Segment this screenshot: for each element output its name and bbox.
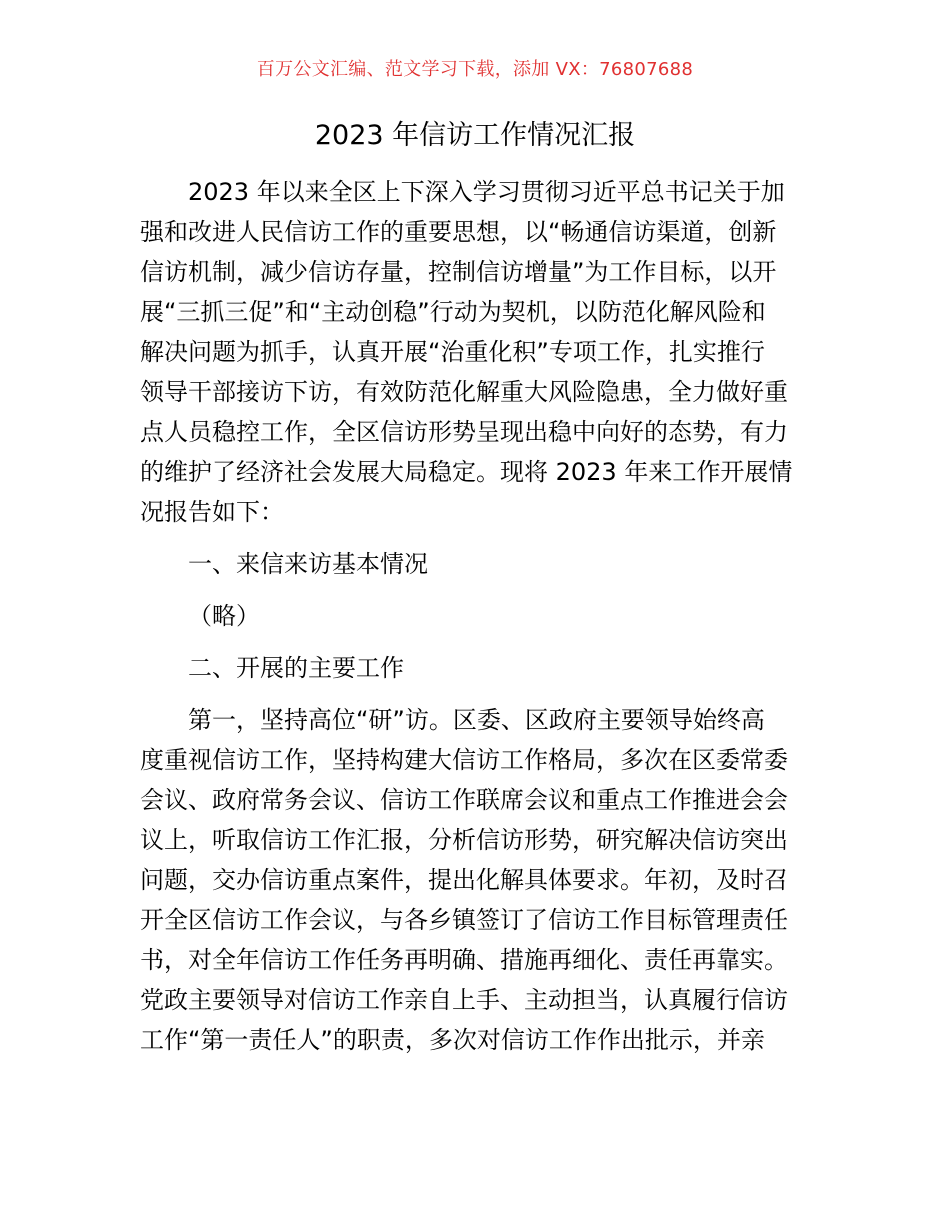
text-line: 解决问题为抓手，认真开展“治重化积”专项工作，扎实推行	[140, 338, 765, 366]
section-2-heading: 二、开展的主要工作	[188, 654, 404, 682]
text-line: 的维护了经济社会发展大局稳定。现将 2023 年来工作开展情	[140, 458, 793, 486]
header-watermark: 百万公文汇编、范文学习下载，添加 VX：76807688	[256, 59, 694, 80]
section-1-note: （略）	[188, 602, 260, 630]
section-2-paragraph	[140, 700, 812, 1060]
document-title: 2023 年信访工作情况汇报	[314, 120, 636, 151]
text-line: 工作“第一责任人”的职责，多次对信访工作作出批示，并亲	[140, 1026, 765, 1054]
intro-paragraph	[140, 172, 812, 532]
section-heading	[140, 648, 812, 688]
text-line: 况报告如下：	[140, 498, 284, 526]
text-line: 议上，听取信访工作汇报，分析信访形势，研究解决信访突出	[140, 826, 788, 854]
section-heading	[140, 544, 812, 584]
document-body	[140, 172, 812, 1060]
text-line: 强和改进人民信访工作的重要思想，以“畅通信访渠道，创新	[140, 218, 777, 246]
section-1-heading: 一、来信来访基本情况	[188, 550, 428, 578]
text-line: 展“三抓三促”和“主动创稳”行动为契机，以防范化解风险和	[140, 298, 766, 326]
text-line: 点人员稳控工作，全区信访形势呈现出稳中向好的态势，有力	[140, 418, 788, 446]
text-line: 书，对全年信访工作任务再明确、措施再细化、责任再靠实。	[140, 946, 788, 974]
text-line: 信访机制，减少信访存量，控制信访增量”为工作目标，以开	[140, 258, 777, 286]
text-line: 度重视信访工作，坚持构建大信访工作格局，多次在区委常委	[140, 746, 788, 774]
text-line: 党政主要领导对信访工作亲自上手、主动担当，认真履行信访	[140, 986, 788, 1014]
text-line: 领导干部接访下访，有效防范化解重大风险隐患，全力做好重	[140, 378, 788, 406]
text-line: 第一，坚持高位“研”访。区委、区政府主要领导始终高	[188, 706, 765, 734]
text-line: 2023 年以来全区上下深入学习贯彻习近平总书记关于加	[188, 178, 785, 206]
text-line: 开全区信访工作会议，与各乡镇签订了信访工作目标管理责任	[140, 906, 788, 934]
text-line: 会议、政府常务会议、信访工作联席会议和重点工作推进会会	[140, 786, 788, 814]
section-note	[140, 596, 812, 636]
text-line: 问题，交办信访重点案件，提出化解具体要求。年初，及时召	[140, 866, 788, 894]
